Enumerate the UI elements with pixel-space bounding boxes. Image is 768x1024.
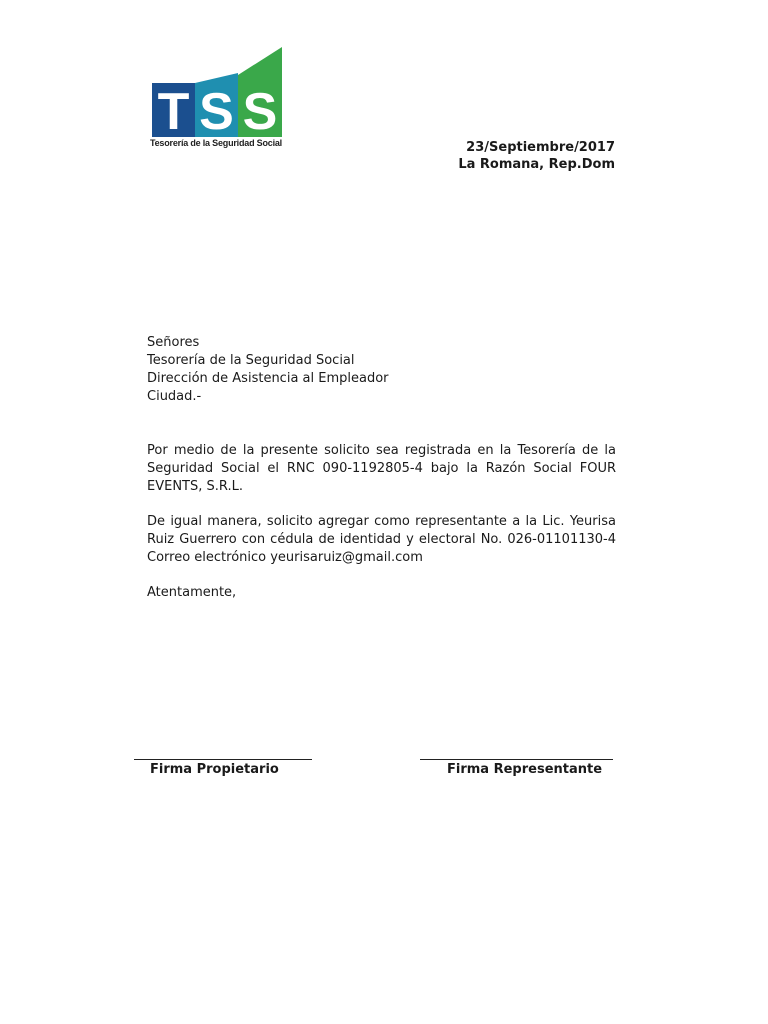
owner-signature-label: Firma Propietario — [150, 762, 279, 777]
letter-date: 23/Septiembre/2017 — [466, 140, 615, 155]
closing: Atentamente, — [147, 585, 237, 600]
representative-signature-line — [420, 759, 613, 760]
addressee-line-2: Dirección de Asistencia al Empleador — [147, 371, 389, 386]
body-paragraph-2: De igual manera, solicito agregar como representante a la Lic. Yeurisa Ruiz Guerrero con cédula de identidad y electoral No. 026-01101130-4 Correo electrónico yeurisaruiz@gmail.com — [147, 514, 616, 565]
addressee-line-3: Ciudad.- — [147, 389, 202, 404]
letter-place: La Romana, Rep.Dom — [458, 157, 615, 172]
logo-letter-t: T — [157, 83, 190, 141]
owner-signature-line — [134, 759, 312, 760]
tss-logo-graphic — [150, 45, 286, 145]
addressee-salutation: Señores — [147, 335, 200, 350]
body-paragraph-1: Por medio de la presente solicito sea registrada en la Tesorería de la Seguridad Social el RNC 090-1192805-4 bajo la Razón Social FOUR EVENTS, S.R.L. — [147, 443, 616, 494]
addressee-line-1: Tesorería de la Seguridad Social — [147, 353, 355, 368]
logo-letter-s2: S — [242, 83, 278, 141]
logo-caption: Tesorería de la Seguridad Social — [150, 138, 282, 148]
date-place-block — [458, 139, 615, 173]
representative-signature-label: Firma Representante — [447, 762, 603, 777]
addressee-block — [147, 334, 389, 406]
logo-letter-s1: S — [199, 83, 234, 141]
